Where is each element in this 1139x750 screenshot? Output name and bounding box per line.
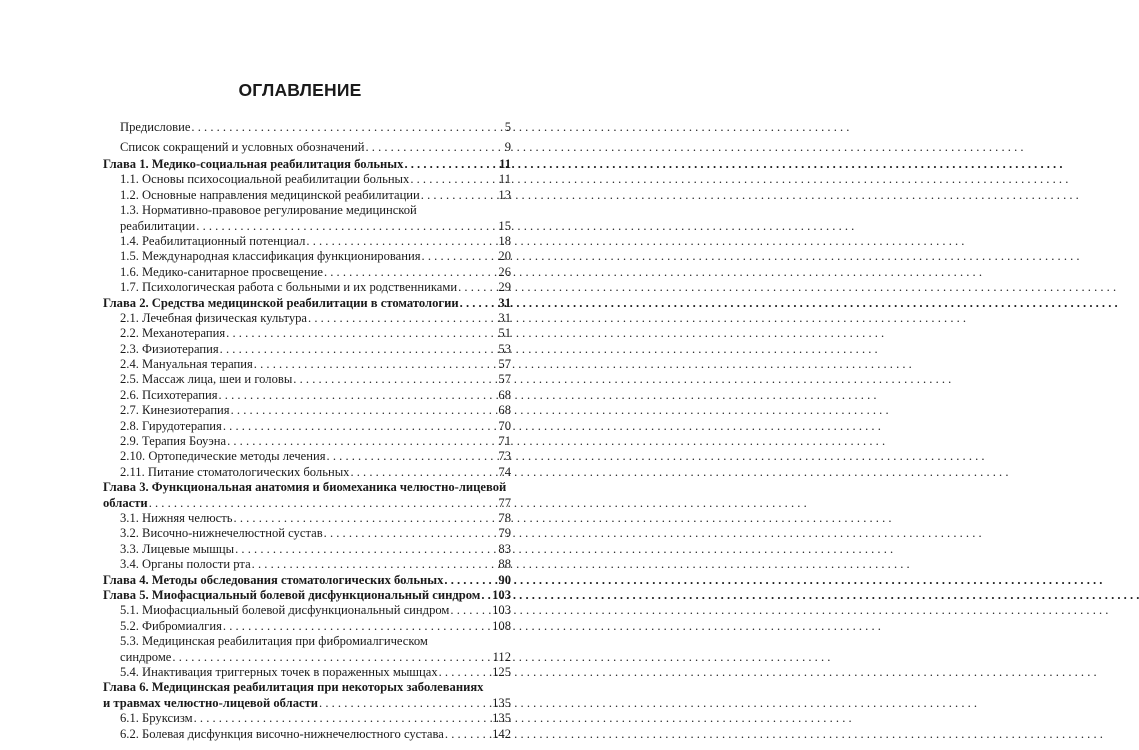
toc-section-title: 2.6. Психотерапия	[120, 387, 218, 402]
toc-section-3-4[interactable]	[103, 557, 511, 572]
toc-dot-leader	[308, 311, 497, 326]
toc-dot-leader	[439, 665, 491, 680]
toc-page-number: 74	[498, 464, 511, 479]
toc-page-number: 90	[498, 572, 511, 587]
toc-dot-leader	[223, 619, 491, 634]
toc-section-title: 2.7. Кинезиотерапия	[120, 403, 230, 418]
toc-section-title: 2.11. Питание стоматологических больных	[120, 464, 350, 479]
toc-section-6-2[interactable]	[103, 727, 511, 742]
toc-section-title: 2.9. Терапия Боуэна	[120, 434, 227, 449]
toc-section-6-1[interactable]	[103, 711, 511, 726]
toc-section-title: 2.4. Мануальная терапия	[120, 357, 253, 372]
toc-dot-leader	[254, 357, 498, 372]
toc-section-title-line1: 1.3. Нормативно-правовое регулирование медицинской	[120, 203, 417, 218]
toc-entry-title: Предисловие	[120, 120, 191, 134]
toc-dot-leader	[421, 188, 498, 203]
toc-section-title: 6.1. Бруксизм	[120, 711, 193, 726]
toc-chapter-2[interactable]	[103, 296, 511, 311]
toc-page-number: 53	[498, 341, 511, 356]
toc-page-number: 103	[492, 587, 511, 602]
table-of-contents	[103, 117, 511, 742]
toc-section-2-10[interactable]	[103, 449, 511, 464]
toc-section-title: 5.1. Миофасциальный болевой дисфункциональный синдром	[120, 603, 450, 618]
toc-dot-leader	[458, 280, 497, 295]
toc-section-2-7[interactable]	[103, 403, 511, 418]
toc-entry-abbreviations[interactable]	[103, 137, 511, 157]
toc-section-1-4[interactable]	[103, 234, 511, 249]
toc-section-title: 2.2. Механотерапия	[120, 326, 226, 341]
toc-chapter-3[interactable]	[103, 480, 511, 511]
toc-page-number: 78	[498, 511, 511, 526]
toc-page-number: 20	[498, 249, 511, 264]
toc-dot-leader	[324, 265, 497, 280]
toc-section-2-2[interactable]	[103, 326, 511, 341]
toc-section-3-1[interactable]	[103, 511, 511, 526]
toc-page-number: 135	[492, 711, 511, 726]
toc-dot-leader	[481, 588, 491, 603]
toc-section-1-3[interactable]	[103, 203, 511, 234]
toc-dot-leader	[365, 137, 503, 157]
toc-chapter-5[interactable]	[103, 588, 511, 603]
toc-section-2-11[interactable]	[103, 465, 511, 480]
toc-dot-leader	[191, 117, 503, 137]
toc-page-number: 79	[498, 526, 511, 541]
toc-dot-leader	[227, 434, 497, 449]
toc-section-1-5[interactable]	[103, 249, 511, 264]
toc-page-number: 15	[498, 218, 511, 233]
toc-section-title: 1.6. Медико-санитарное просвещение	[120, 264, 323, 279]
toc-section-2-9[interactable]	[103, 434, 511, 449]
toc-page-number: 112	[492, 649, 511, 664]
toc-section-title: 5.4. Инактивация триггерных точек в пораженных мышцах	[120, 664, 438, 679]
toc-page-number: 71	[498, 434, 511, 449]
toc-page-number: 11	[499, 157, 511, 171]
toc-chapter-title-line1: Глава 6. Медицинская реабилитация при некоторых заболеваниях	[103, 680, 484, 695]
toc-section-title: 3.4. Органы полости рта	[120, 557, 251, 572]
toc-dot-leader	[324, 526, 498, 541]
toc-section-1-6[interactable]	[103, 265, 511, 280]
toc-page-number: 88	[498, 557, 511, 572]
toc-dot-leader	[293, 372, 497, 387]
toc-page-number: 70	[498, 418, 511, 433]
toc-page-number: 73	[498, 449, 511, 464]
toc-dot-leader	[422, 249, 498, 264]
toc-section-title: 1.7. Психологическая работа с больными и их родственниками	[120, 280, 458, 295]
toc-section-5-3[interactable]	[103, 634, 511, 665]
toc-section-1-1[interactable]	[103, 172, 511, 187]
toc-page-number: 57	[498, 357, 511, 372]
toc-chapter-4[interactable]	[103, 573, 511, 588]
toc-section-2-8[interactable]	[103, 419, 511, 434]
toc-dot-leader	[234, 511, 498, 526]
toc-section-title: 3.2. Височно-нижнечелюстной сустав	[120, 526, 323, 541]
toc-section-5-2[interactable]	[103, 619, 511, 634]
toc-section-title: 1.5. Международная классификация функционирования	[120, 249, 421, 264]
toc-section-3-3[interactable]	[103, 542, 511, 557]
toc-section-title: 1.4. Реабилитационный потенциал	[120, 233, 306, 248]
toc-page-number: 26	[498, 264, 511, 279]
toc-page-number: 11	[498, 172, 511, 187]
toc-section-5-1[interactable]	[103, 603, 511, 618]
toc-section-2-4[interactable]	[103, 357, 511, 372]
toc-dot-leader	[223, 419, 498, 434]
toc-section-2-1[interactable]	[103, 311, 511, 326]
toc-page-number: 13	[498, 187, 511, 202]
toc-section-title-line2: реабилитации	[120, 218, 196, 233]
toc-page-number: 125	[492, 664, 511, 679]
toc-dot-leader	[172, 650, 491, 665]
toc-section-title: 2.3. Физиотерапия	[120, 341, 219, 356]
toc-chapter-title: Глава 5. Миофасциальный болевой дисфункциональный синдром	[103, 587, 481, 602]
toc-dot-leader	[220, 342, 498, 357]
toc-chapter-1[interactable]	[103, 157, 511, 172]
toc-chapter-title: Глава 4. Методы обследования стоматологических больных	[103, 572, 444, 587]
toc-dot-leader	[226, 326, 497, 341]
toc-page-number: 31	[498, 295, 511, 310]
toc-section-title: 3.1. Нижняя челюсть	[120, 511, 233, 526]
toc-dot-leader	[350, 465, 497, 480]
toc-section-1-7[interactable]	[103, 280, 511, 295]
toc-dot-leader	[252, 557, 498, 572]
toc-page-number: 57	[498, 372, 511, 387]
toc-dot-leader	[450, 603, 491, 618]
toc-chapter-6[interactable]	[103, 680, 511, 711]
toc-section-title: 5.2. Фибромиалгия	[120, 618, 222, 633]
toc-page-number: 108	[492, 618, 511, 633]
toc-page-number: 29	[498, 280, 511, 295]
toc-dot-leader	[327, 449, 498, 464]
toc-dot-leader	[196, 219, 497, 234]
toc-page-number: 9	[504, 140, 511, 154]
toc-section-1-2[interactable]	[103, 188, 511, 203]
toc-page-number: 77	[498, 495, 511, 510]
toc-section-3-2[interactable]	[103, 526, 511, 541]
toc-dot-leader	[445, 727, 491, 742]
toc-chapter-title-line2: области	[103, 495, 148, 510]
toc-entry-preface[interactable]	[103, 117, 511, 137]
toc-section-2-5[interactable]	[103, 372, 511, 387]
toc-page-number: 51	[498, 326, 511, 341]
toc-section-title: 2.5. Массаж лица, шеи и головы	[120, 372, 293, 387]
toc-page-number: 142	[492, 726, 511, 741]
toc-dot-leader	[410, 172, 498, 187]
toc-dot-leader	[149, 496, 498, 511]
toc-dot-leader	[319, 696, 491, 711]
toc-section-title: 2.10. Ортопедические методы лечения	[120, 449, 326, 464]
toc-chapter-title-line2: и травмах челюстно-лицевой области	[103, 695, 319, 710]
toc-section-title-line2: синдроме	[120, 649, 172, 664]
toc-chapter-title-line1: Глава 3. Функциональная анатомия и биомеханика челюстно-лицевой	[103, 480, 507, 495]
toc-page-number: 18	[498, 233, 511, 248]
toc-dot-leader	[194, 711, 492, 726]
toc-entry-title: Список сокращений и условных обозначений	[120, 140, 365, 154]
toc-page-number: 68	[498, 403, 511, 418]
toc-dot-leader	[306, 234, 497, 249]
toc-section-title-line1: 5.3. Медицинская реабилитация при фибромиалгическом	[120, 634, 428, 649]
toc-dot-leader	[219, 388, 498, 403]
toc-section-title: 2.1. Лечебная физическая культура	[120, 310, 308, 325]
page-title: ОГЛАВЛЕНИЕ	[238, 80, 362, 100]
toc-dot-leader	[444, 573, 497, 588]
toc-section-2-3[interactable]	[103, 342, 511, 357]
toc-page-number: 68	[498, 387, 511, 402]
toc-section-title: 1.2. Основные направления медицинской реабилитации	[120, 187, 420, 202]
toc-dot-leader	[231, 403, 498, 418]
toc-page-number: 103	[492, 603, 511, 618]
toc-page-number: 83	[498, 541, 511, 556]
toc-page-number: 5	[504, 120, 511, 134]
toc-page-number: 135	[492, 695, 511, 710]
toc-section-2-6[interactable]	[103, 388, 511, 403]
toc-section-title: 2.8. Гирудотерапия	[120, 418, 222, 433]
toc-dot-leader	[235, 542, 497, 557]
toc-section-5-4[interactable]	[103, 665, 511, 680]
toc-dot-leader	[460, 296, 498, 311]
toc-section-title: 1.1. Основы психосоциальной реабилитации больных	[120, 172, 410, 187]
toc-chapter-title: Глава 1. Медико-социальная реабилитация больных	[103, 157, 404, 171]
toc-chapter-title: Глава 2. Средства медицинской реабилитации в стоматологии	[103, 295, 459, 310]
toc-section-title: 3.3. Лицевые мышцы	[120, 541, 235, 556]
toc-dot-leader	[404, 157, 498, 172]
toc-section-title: 6.2. Болевая дисфункция височно-нижнечелюстного сустава	[120, 726, 444, 741]
toc-page-number: 31	[498, 310, 511, 325]
